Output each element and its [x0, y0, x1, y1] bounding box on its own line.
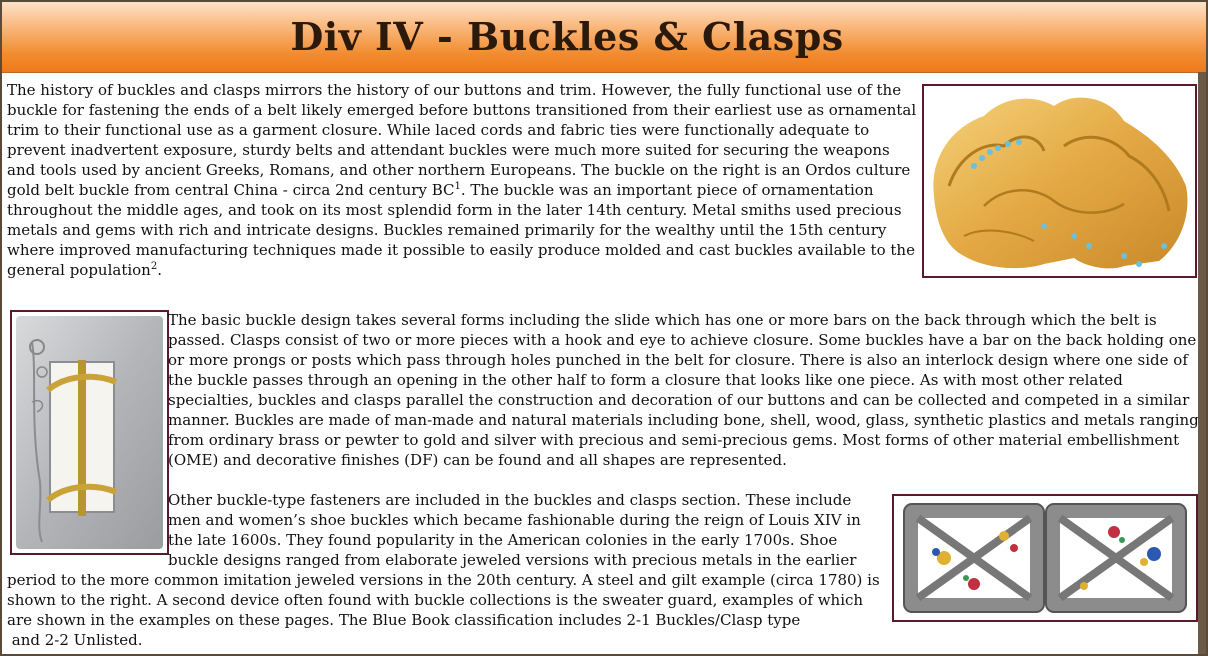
- paragraph-other-fasteners-last: and 2-2 Unlisted.: [7, 631, 143, 649]
- history-text-part-3: .: [157, 261, 163, 279]
- silver-slide-buckle-image: [10, 310, 169, 555]
- footnote-ref-2: 2: [150, 261, 158, 272]
- footnote-ref-1: 1: [454, 181, 461, 192]
- history-text-part-1: The history of buckles and clasps mirrors the history of our buttons and trim. However, the fully functional use of the buckle for fastening the ends of a belt likely emerged before buttons transitioned from their earliest use as ornamental trim to their functional use as a garment closure. While laced cords and fabric ties were functionally adequate to prevent inadvertent exposure, sturdy belts and attendant buckles were much more suited for securing the weapons and tools used by ancient Greeks, Romans, and other northern Europeans. The buckle on the right is an Ordos culture gold belt buckle from central China - circa 2nd century BC: [7, 81, 917, 199]
- jeweled-shoe-buckle-image: [892, 494, 1198, 622]
- history-text-part-2: . The buckle was an important piece of ornamentation throughout the middle ages, and took on its most splendid form in the later 14th century. Metal smiths used precious metals and gems with rich and intricate designs. Buckles remained primarily for the wealthy until the 15th century where improved manufacturing techniques made it possible to easily produce molded and cast buckles available to the general population: [7, 181, 915, 279]
- paragraph-other-fasteners-full: period to the more common imitation jeweled versions in the 20th century. A steel and gilt example (circa 1780) is shown to the right. A second device often found with buckle collections is the sweater guard, examples of which are shown in the examples on these pages. The Blue Book classification includes 2-1 Buckles/Clasp type: [7, 571, 880, 629]
- page-title: Div IV - Buckles & Clasps: [290, 14, 844, 59]
- gold-buckle-illustration: [924, 86, 1195, 276]
- jeweled-buckle-illustration: [894, 496, 1196, 620]
- header-banner: [2, 2, 1206, 73]
- paragraph-other-fasteners-wrapped: Other buckle-type fasteners are included in the buckles and clasps section. These include men and women’s shoe buckles which became fashionable during the reign of Louis XIV in the late 1600s. They found popularity in the American colonies in the early 1700s. Shoe buckle designs ranged from elaborate jeweled versions with precious metals in the earlier: [168, 491, 861, 569]
- paragraph-buckle-design: The basic buckle design takes several forms including the slide which has one or more bars on the back through which the belt is passed. Clasps consist of two or more pieces with a hook and eye to achieve closure. Some buckles have a bar on the back holding one or more prongs or posts which pass through holes punched in the belt for closure. There is also an interlock design where one side of the buckle passes through an opening in the other half to form a closure that looks like one piece. As with most other related specialties, buckles and clasps parallel the construction and decoration of our buttons and can be collected and competed in a similar manner. Buckles are made of man-made and natural materials including bone, shell, wood, glass, synthetic plastics and metals ranging from ordinary brass or pewter to gold and silver with precious and semi-precious gems. Most forms of other material embellishment (OME) and decorative finishes (DF) can be found and all shapes are represented.: [168, 311, 1199, 469]
- silver-buckle-illustration: [12, 312, 167, 553]
- gold-ordos-buckle-image: [922, 84, 1197, 278]
- paragraph-history: [7, 80, 919, 280]
